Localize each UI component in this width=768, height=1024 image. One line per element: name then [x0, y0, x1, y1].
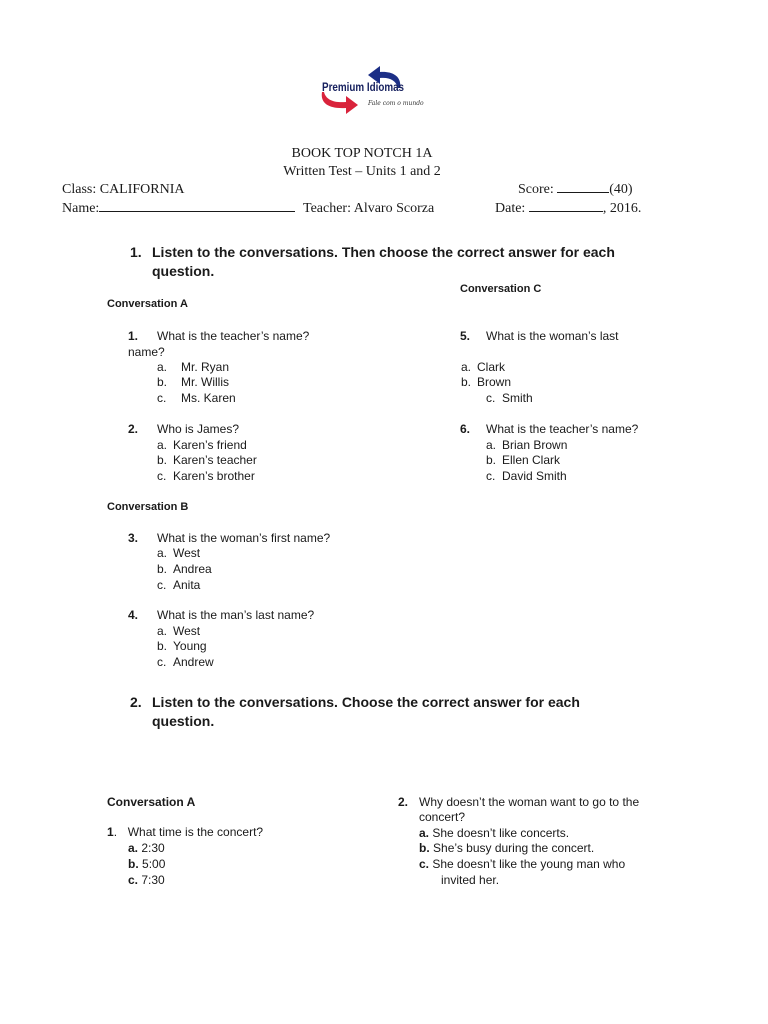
s1-q2-text: Who is James?	[157, 422, 240, 436]
s2-q2-option-b[interactable]: b. She’s busy during the concert.	[419, 841, 595, 855]
section1-instruction-1: Listen to the conversations. Then choose the correct answer for each	[152, 244, 615, 260]
s2-conversation-a-heading: Conversation A	[107, 795, 196, 809]
s2-q2	[398, 795, 639, 809]
logo-tagline: Fale com o mundo	[368, 100, 424, 107]
s1-q4-number: 4.	[128, 608, 139, 622]
date-blank[interactable]	[529, 211, 603, 212]
section2-instruction-1: Listen to the conversations. Choose the correct answer for each	[152, 694, 580, 710]
class-label: Class: CALIFORNIA	[62, 182, 185, 197]
section2-instruction-2: question.	[152, 713, 215, 729]
s1-q2-option-b[interactable]: b. Karen’s teacher	[157, 453, 257, 467]
s1-q2-number: 2.	[128, 422, 139, 436]
s1-q5-text: What is the woman’s last	[486, 329, 619, 343]
s1-conversation-c-heading: Conversation C	[460, 283, 542, 295]
s1-q3-text: What is the woman’s first name?	[157, 531, 331, 545]
s1-q1-option-b[interactable]: b. Mr. Willis	[157, 375, 229, 389]
score-total: (40)	[609, 182, 633, 197]
name-label: Name:	[62, 201, 100, 216]
s2-q1-option-a[interactable]: a. 2:30	[128, 841, 165, 855]
s1-q6-option-b[interactable]: b. Ellen Clark	[486, 453, 561, 467]
s1-q2-option-c[interactable]: c. Karen’s brother	[157, 469, 255, 483]
s1-q5-number: 5.	[460, 329, 471, 343]
s2-q1-option-b[interactable]: b. 5:00	[128, 857, 166, 871]
s1-q5-option-a[interactable]: a. Clark	[461, 360, 506, 374]
teacher-label: Teacher: Alvaro Scorza	[303, 201, 435, 216]
section2-number: 2.	[130, 694, 142, 710]
s2-q1-dot: .	[113, 825, 118, 839]
s1-q6-number: 6.	[460, 422, 471, 436]
s1-q1	[128, 329, 309, 343]
s1-q4-option-c[interactable]: c. Andrew	[157, 655, 214, 669]
s1-q3-option-b[interactable]: b. Andrea	[157, 562, 212, 576]
s2-q1-number: 1	[107, 825, 114, 839]
s1-q1-wrap: name?	[128, 345, 165, 359]
logo-brand: Premium Idiomas	[322, 80, 405, 94]
s2-q2-text-2: concert?	[419, 810, 466, 824]
s2-q2-option-c-wrap: invited her.	[441, 873, 500, 887]
s1-q5-option-b[interactable]: b. Brown	[461, 375, 512, 389]
s1-conversation-b-heading: Conversation B	[107, 501, 189, 513]
s2-q1-text: What time is the concert?	[127, 825, 264, 839]
s1-q2-option-a[interactable]: a. Karen’s friend	[157, 438, 247, 452]
s2-q1	[107, 825, 263, 839]
s1-q5	[460, 329, 619, 343]
s1-q6-option-c[interactable]: c. David Smith	[486, 469, 567, 483]
doc-title: BOOK TOP NOTCH 1A	[291, 146, 433, 161]
s1-q3-option-c[interactable]: c. Anita	[157, 578, 201, 592]
score-blank[interactable]	[557, 192, 609, 193]
s2-q1-option-c[interactable]: c. 7:30	[128, 873, 165, 887]
s1-q6-option-a[interactable]: a. Brian Brown	[486, 438, 568, 452]
s1-q4-text: What is the man’s last name?	[157, 608, 315, 622]
score-label: Score:	[518, 182, 558, 197]
name-blank[interactable]	[99, 211, 295, 212]
date-label: Date:	[495, 201, 529, 216]
logo	[312, 62, 422, 120]
s1-q4-option-a[interactable]: a. West	[157, 624, 201, 638]
s1-q1-text: What is the teacher’s name?	[157, 329, 310, 343]
name-field	[62, 201, 295, 217]
s1-q6-text: What is the teacher’s name?	[486, 422, 639, 436]
s1-q5-option-c[interactable]: c. Smith	[486, 391, 533, 405]
s1-q3-number: 3.	[128, 531, 139, 545]
s2-q2-text-1: Why doesn’t the woman want to go to the	[419, 795, 640, 809]
section1-instruction-2: question.	[152, 263, 215, 279]
s1-q3-option-a[interactable]: a. West	[157, 546, 201, 560]
s2-q2-option-a[interactable]: a. She doesn’t like concerts.	[419, 826, 570, 840]
s1-q2	[128, 422, 239, 436]
date-field	[495, 201, 641, 217]
s2-q2-number: 2.	[398, 795, 409, 809]
s2-q2-option-c[interactable]: c. She doesn’t like the young man who	[419, 857, 626, 871]
s1-q4	[128, 608, 314, 622]
doc-subtitle: Written Test – Units 1 and 2	[283, 164, 441, 179]
s1-q1-option-c[interactable]: c. Ms. Karen	[157, 391, 236, 405]
s1-q1-option-a[interactable]: a. Mr. Ryan	[157, 360, 230, 374]
s1-conversation-a-heading: Conversation A	[107, 298, 188, 310]
date-year: , 2016.	[602, 201, 642, 216]
s1-q3	[128, 531, 330, 545]
score-field	[518, 182, 633, 198]
section1-number: 1.	[130, 244, 142, 260]
s1-q1-number: 1.	[128, 329, 139, 343]
s1-q4-option-b[interactable]: b. Young	[157, 639, 207, 653]
s1-q6	[460, 422, 638, 436]
